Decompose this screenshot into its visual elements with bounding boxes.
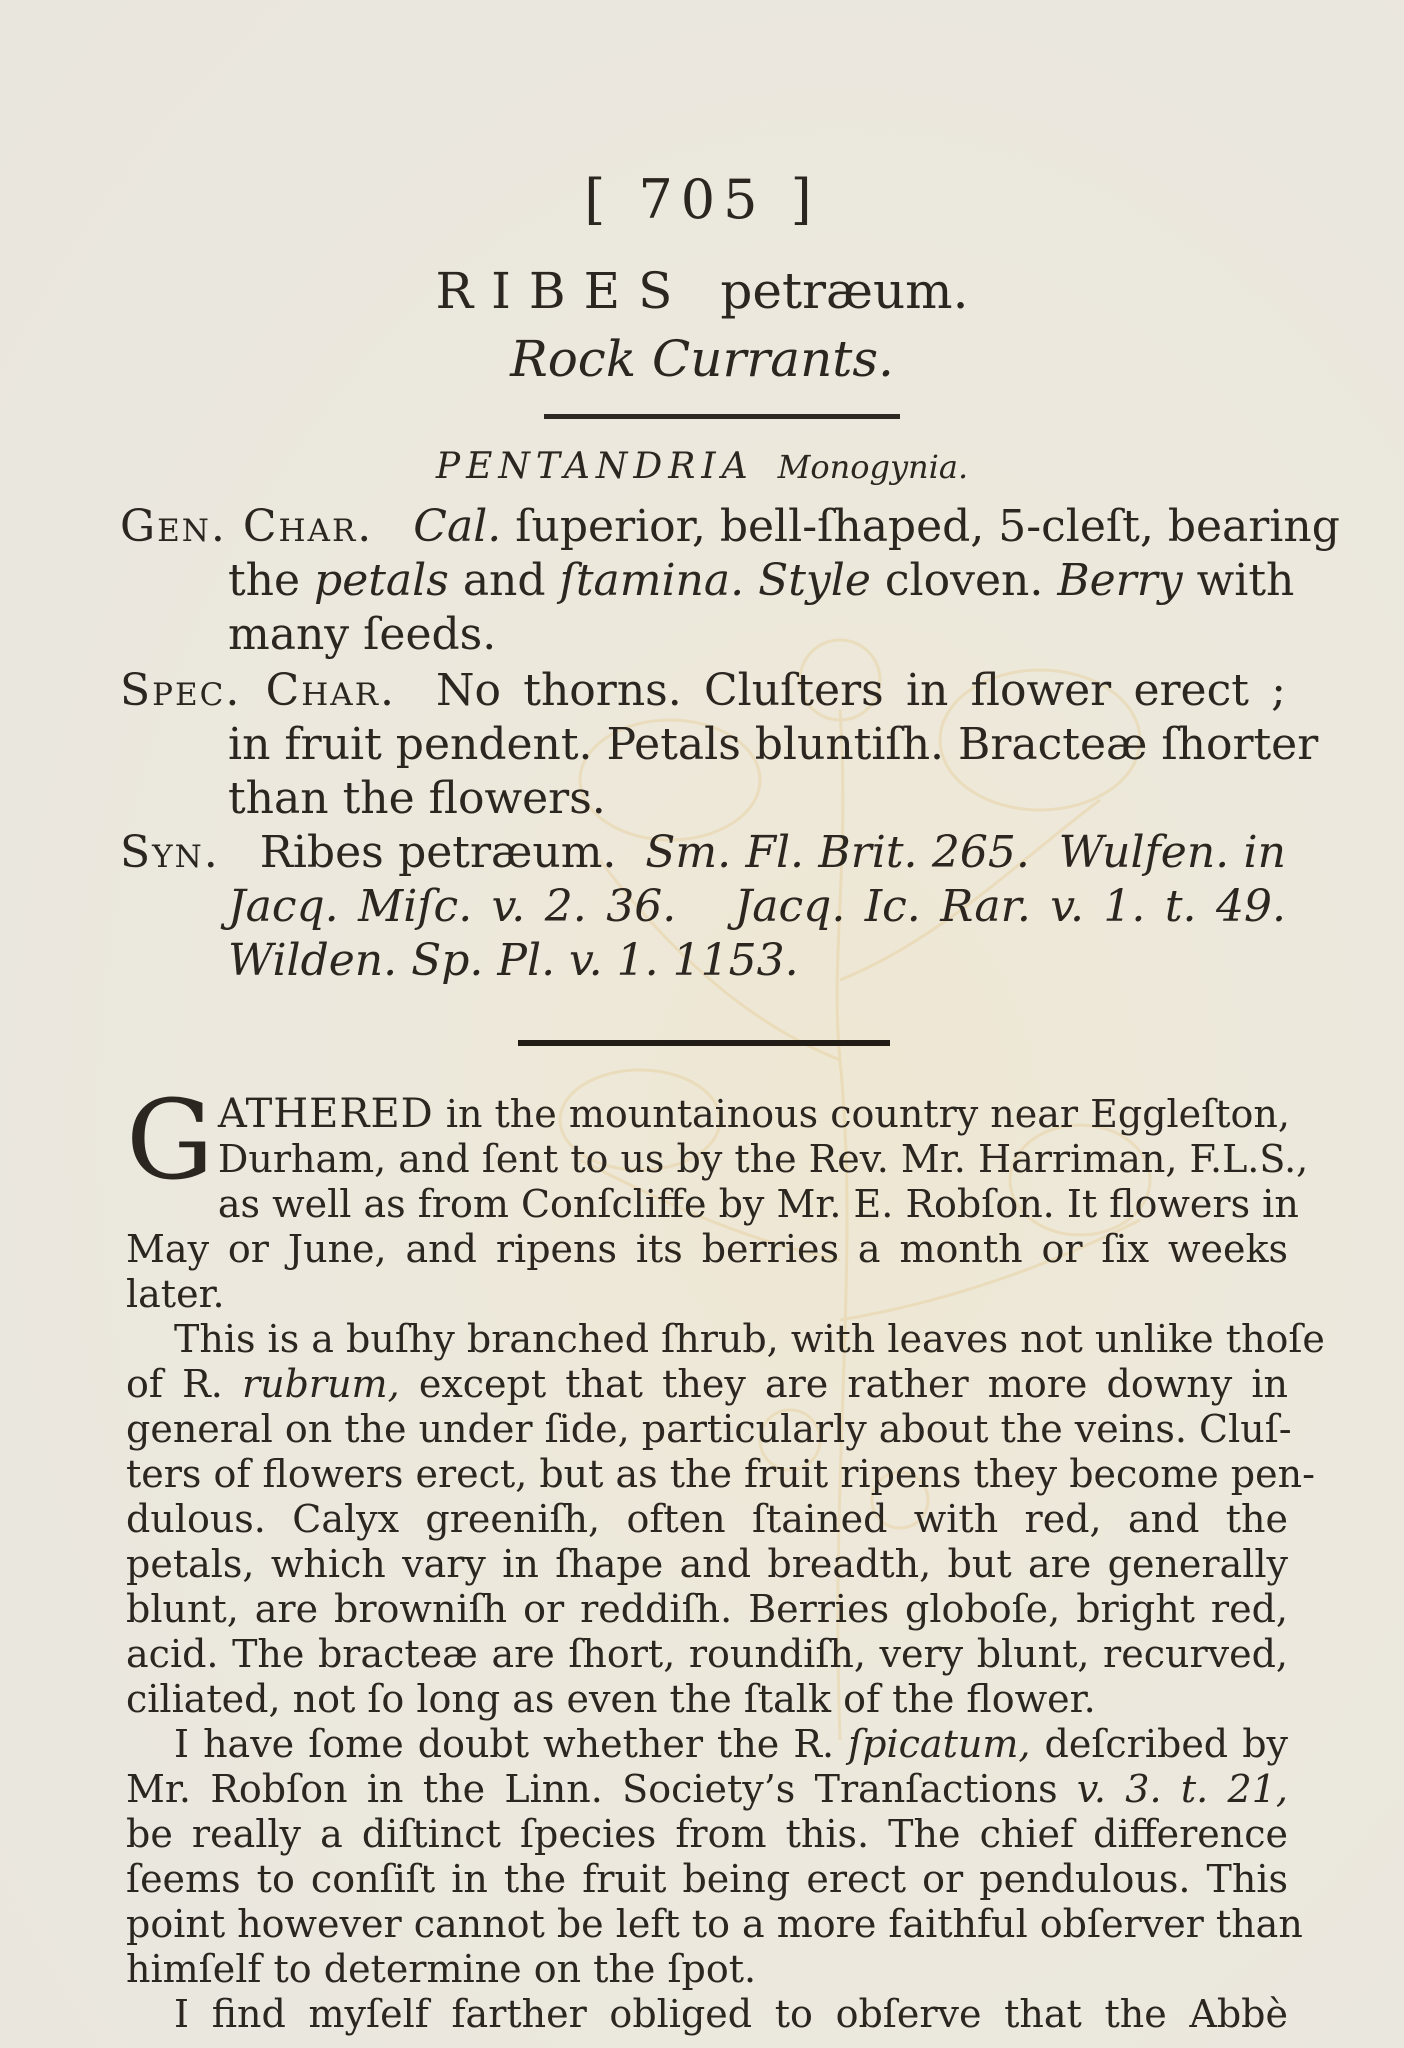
description-text	[126, 1076, 1325, 2037]
paragraph-2: This is a buſhy branched ſhrub, with leaves not unlike thoſe of R. rubrum, except that they are rather more downy in general on the under ſide, particularly about the veins. Cluſ- ters of flowers erect, but as the fruit ripens they become pen- dulous. Calyx greeniſh, often ſtained with red, and the petals, which vary in ſhape and breadth, but are generally blunt, are browniſh or reddiſh. Berries globoſe, bright red, acid. The bracteæ are ſhort, roundiſh, very blunt, recurved, ciliated, not ſo long as even the ſtalk of the flower.	[126, 1317, 1325, 1721]
generic-character: Gen. Char. Cal. ſuperior, bell-ſhaped, 5-cleſt, bearing the petals and ſtamina. Style cloven. Berry with many ſeeds.	[120, 501, 1340, 660]
syn-label: Syn.	[120, 827, 220, 878]
synonymy: Syn. Ribes petræum. Sm. Fl. Brit. 265. Wulfen. in Jacq. Miſc. v. 2. 36. Jacq. Ic. Rar. v. 1. t. 49. Wilden. Sp. Pl. v. 1. 1153.	[120, 827, 1286, 986]
common-name: Rock Currants.	[510, 330, 894, 388]
paragraph-1: G ATHERED in the mountainous country near Eggleſton, Durham, and ſent to us by the Rev. Mr. Harriman, F.L.S., as well as from Conſcliffe by Mr. E. Robſon. It flowers in May or June, and ripens its berries a month or ſix weeks later.	[126, 1076, 1309, 1316]
specific-character: Spec. Char. No thorns. Cluſters in flower erect ; in fruit pendent. Petals bluntiſh. Bracteæ ſhorter than the flowers.	[120, 665, 1319, 824]
species-title	[0, 262, 1404, 320]
linnaean-classification	[0, 446, 1404, 487]
spec-char-label: Spec. Char.	[120, 665, 397, 716]
paragraph-4: I find myſelf farther obliged to obſerve that the Abbè	[174, 1992, 1288, 2036]
gen-char-label: Gen. Char.	[120, 501, 374, 552]
page-number: [ 705 ]	[584, 168, 820, 231]
species-epithet: petræum.	[720, 262, 969, 320]
class-name: PENTANDRIA	[435, 446, 754, 487]
order-name: Monogynia.	[777, 448, 969, 486]
paragraph-3: I have ſome doubt whether the R. ſpicatum, deſcribed by Mr. Robſon in the Linn. Society’s Tranſactions v. 3. t. 21, be really a diſtinct ſpecies from this. The chief difference ſeems to conſiſt in the fruit being erect or pendulous. This point however cannot be left to a more faithful obſerver than himſelf to determine on the ſpot.	[126, 1722, 1303, 1991]
title-rule	[544, 414, 900, 419]
drop-cap: G	[126, 1076, 214, 1204]
genus-name: RIBES	[435, 262, 691, 320]
section-rule	[518, 1040, 890, 1046]
